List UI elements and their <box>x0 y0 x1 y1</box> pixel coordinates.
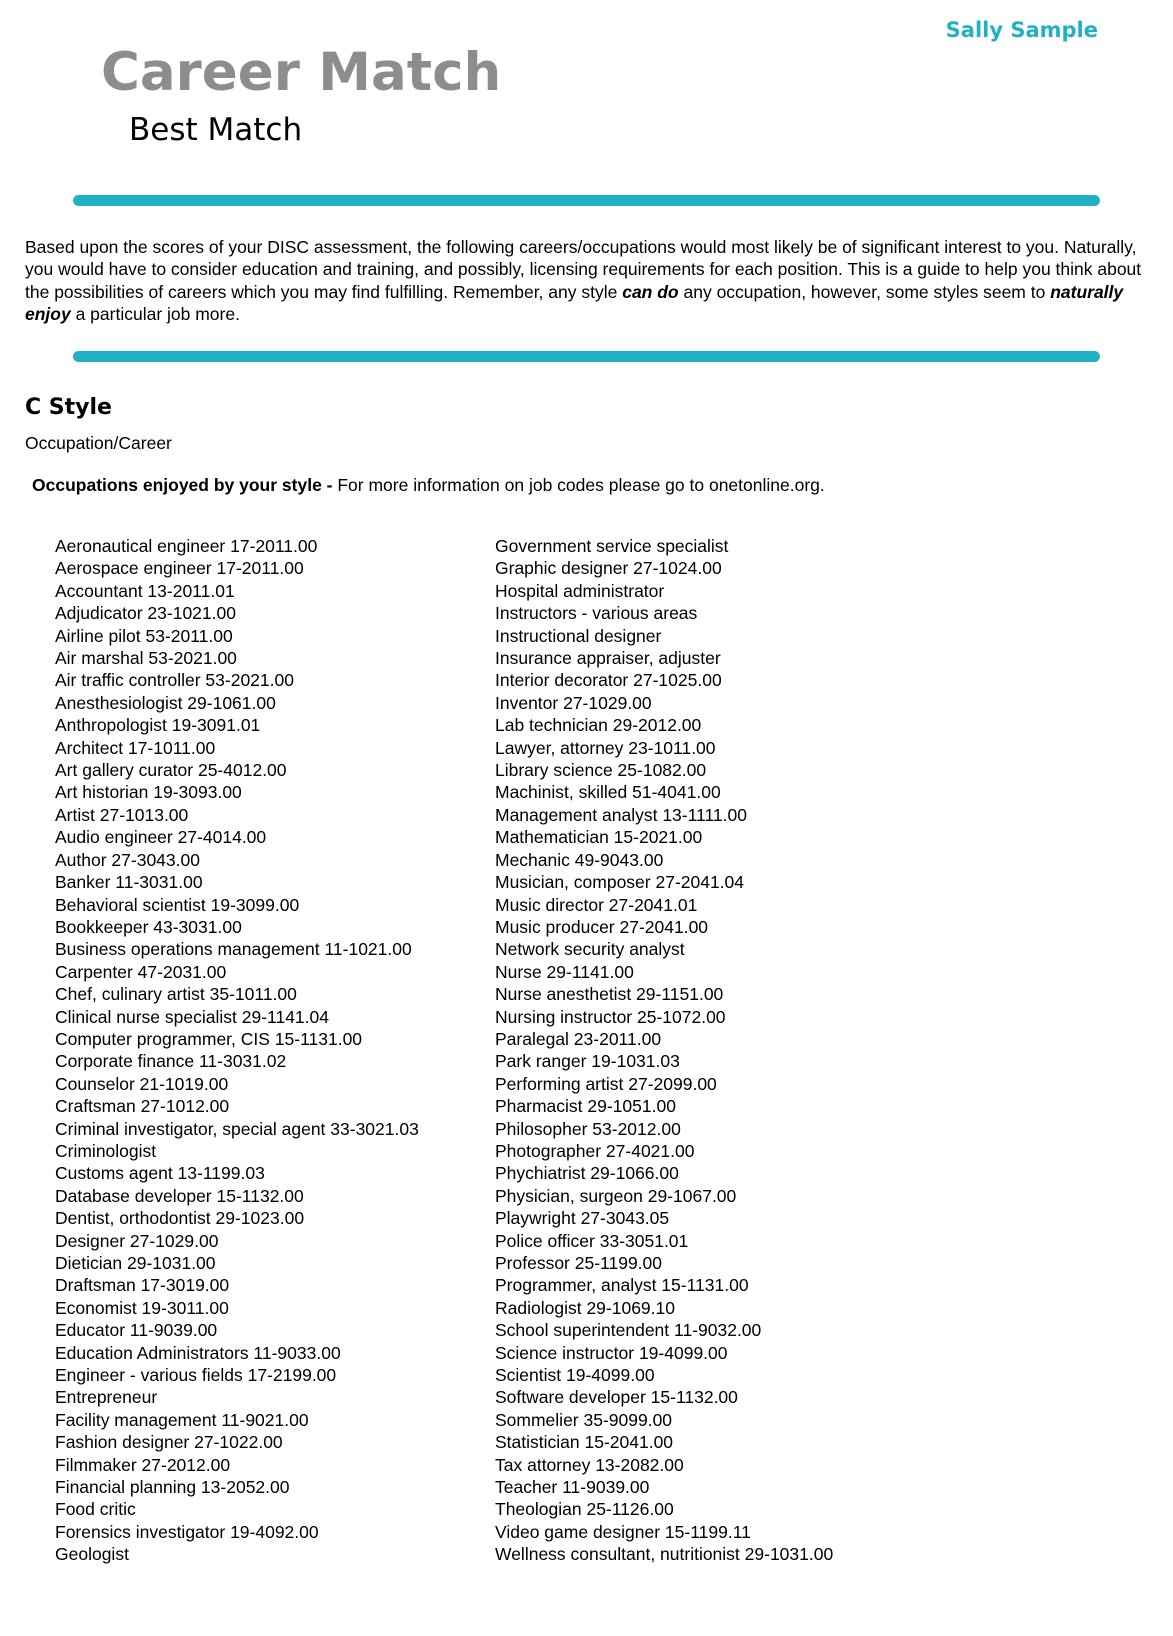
career-item: Nurse 29-1141.00 <box>495 961 634 982</box>
career-item: Filmmaker 27-2012.00 <box>55 1454 231 1475</box>
intro-emphasis-can-do: can do <box>622 281 679 302</box>
career-item: Database developer 15-1132.00 <box>55 1185 304 1206</box>
career-item: Playwright 27-3043.05 <box>495 1208 670 1229</box>
career-item: Designer 27-1029.00 <box>55 1230 219 1251</box>
career-item: Airline pilot 53-2011.00 <box>55 625 233 646</box>
career-item: Anesthesiologist 29-1061.00 <box>55 692 276 713</box>
career-item: Police officer 33-3051.01 <box>495 1230 689 1251</box>
career-item: Criminal investigator, special agent 33-3021.03 <box>55 1118 419 1139</box>
career-item: Software developer 15-1132.00 <box>495 1387 738 1408</box>
career-item: Statistician 15-2041.00 <box>495 1432 674 1453</box>
page-title: Career Match <box>101 42 502 103</box>
intro-text-2: any occupation, however, some styles seem to <box>678 281 1051 302</box>
career-item: Forensics investigator 19-4092.00 <box>55 1521 319 1542</box>
top-divider <box>73 195 1100 206</box>
career-item: Musician, composer 27-2041.04 <box>495 872 745 893</box>
intro-text-3: a particular job more. <box>70 303 240 324</box>
career-item: Clinical nurse specialist 29-1141.04 <box>55 1006 329 1027</box>
intro-text-1: Based upon the scores of your DISC assessment, the following careers/occupations would most likely be of significant interest to you. Naturally, you would have to consider education and training, and possibly, licensing requirements for each position. This is a guide to help you think about the possibilities of careers which you may find fulfilling. Remember, any style <box>25 237 1142 302</box>
career-item: Education Administrators 11-9033.00 <box>55 1342 341 1363</box>
section-subheading: Occupation/Career <box>25 433 172 453</box>
career-item: Author 27-3043.00 <box>55 849 200 870</box>
career-item: Hospital administrator <box>495 580 665 601</box>
career-item: Network security analyst <box>495 939 685 960</box>
career-item: Insurance appraiser, adjuster <box>495 648 721 669</box>
career-item: Art gallery curator 25-4012.00 <box>55 760 287 781</box>
career-item: Dietician 29-1031.00 <box>55 1253 216 1273</box>
career-item: Machinist, skilled 51-4041.00 <box>495 782 721 803</box>
career-list-left <box>55 535 419 1566</box>
career-item: Physician, surgeon 29-1067.00 <box>495 1185 737 1206</box>
career-item: Philosopher 53-2012.00 <box>495 1118 681 1139</box>
career-item: Aerospace engineer 17-2011.00 <box>55 558 304 579</box>
career-item: Art historian 19-3093.00 <box>55 782 242 803</box>
career-item: Library science 25-1082.00 <box>495 760 707 781</box>
career-item: Accountant 13-2011.01 <box>55 580 235 601</box>
career-item: Science instructor 19-4099.00 <box>495 1342 728 1363</box>
career-item: Educator 11-9039.00 <box>55 1320 218 1341</box>
career-item: Lab technician 29-2012.00 <box>495 715 702 736</box>
career-item: Bookkeeper 43-3031.00 <box>55 916 242 937</box>
career-item: Photographer 27-4021.00 <box>495 1140 695 1161</box>
career-item: Dentist, orthodontist 29-1023.00 <box>55 1208 305 1229</box>
career-item: Instructors - various areas <box>495 603 698 624</box>
career-item: Radiologist 29-1069.10 <box>495 1297 675 1318</box>
career-item: Theologian 25-1126.00 <box>495 1499 674 1520</box>
career-item: Pharmacist 29-1051.00 <box>495 1096 676 1117</box>
career-item: Nurse anesthetist 29-1151.00 <box>495 984 724 1005</box>
career-item: Entrepreneur <box>55 1387 158 1408</box>
career-item: Financial planning 13-2052.00 <box>55 1477 290 1498</box>
career-item: Architect 17-1011.00 <box>55 737 216 758</box>
career-item: Tax attorney 13-2082.00 <box>495 1454 684 1475</box>
career-item: Teacher 11-9039.00 <box>495 1477 650 1498</box>
career-item: Economist 19-3011.00 <box>55 1297 229 1318</box>
career-item: Music director 27-2041.01 <box>495 894 698 915</box>
career-item: Computer programmer, CIS 15-1131.00 <box>55 1028 363 1049</box>
career-item: Customs agent 13-1199.03 <box>55 1163 265 1184</box>
career-item: Air marshal 53-2021.00 <box>55 648 237 669</box>
career-item: Draftsman 17-3019.00 <box>55 1275 230 1296</box>
career-item: Counselor 21-1019.00 <box>55 1073 229 1094</box>
occupations-note-text: For more information on job codes please go to onetonline.org. <box>332 475 825 495</box>
intro-paragraph <box>25 236 1153 325</box>
career-item: Interior decorator 27-1025.00 <box>495 670 722 691</box>
career-item: Adjudicator 23-1021.00 <box>55 603 236 624</box>
career-list-right <box>495 535 833 1566</box>
career-item: Government service specialist <box>495 536 729 556</box>
career-item: Criminologist <box>55 1140 157 1161</box>
career-item: Inventor 27-1029.00 <box>495 692 652 713</box>
intro-emphasis-naturally-enjoy: naturally enjoy <box>25 281 1124 324</box>
career-item: Geologist <box>55 1544 129 1565</box>
career-item: Behavioral scientist 19-3099.00 <box>55 894 300 915</box>
career-item: Park ranger 19-1031.03 <box>495 1051 680 1072</box>
career-item: Programmer, analyst 15-1131.00 <box>495 1275 749 1296</box>
career-item: Nursing instructor 25-1072.00 <box>495 1006 726 1027</box>
career-item: Food critic <box>55 1499 136 1520</box>
career-item: Business operations management 11-1021.00 <box>55 939 412 960</box>
career-item: Sommelier 35-9099.00 <box>495 1409 673 1430</box>
career-item: Instructional designer <box>495 625 662 646</box>
career-item: Scientist 19-4099.00 <box>495 1365 655 1386</box>
career-item: Engineer - various fields 17-2199.00 <box>55 1365 337 1386</box>
occupations-note-label: Occupations enjoyed by your style - <box>32 475 333 495</box>
bottom-divider <box>73 351 1100 362</box>
career-item: Artist 27-1013.00 <box>55 804 189 825</box>
career-item: Chef, culinary artist 35-1011.00 <box>55 984 297 1005</box>
career-item: Music producer 27-2041.00 <box>495 916 709 937</box>
career-item: Professor 25-1199.00 <box>495 1253 663 1273</box>
career-item: Performing artist 27-2099.00 <box>495 1073 717 1094</box>
career-item: Fashion designer 27-1022.00 <box>55 1432 283 1453</box>
occupations-note <box>32 477 825 495</box>
career-item: Anthropologist 19-3091.01 <box>55 715 261 736</box>
career-item: Carpenter 47-2031.00 <box>55 961 227 982</box>
career-item: Audio engineer 27-4014.00 <box>55 827 267 848</box>
career-item: Air traffic controller 53-2021.00 <box>55 670 294 691</box>
career-item: Paralegal 23-2011.00 <box>495 1028 662 1049</box>
career-item: Wellness consultant, nutritionist 29-1031.00 <box>495 1544 834 1565</box>
career-item: Facility management 11-9021.00 <box>55 1409 309 1430</box>
section-heading: C Style <box>25 395 112 420</box>
career-item: Mathematician 15-2021.00 <box>495 827 703 848</box>
career-item: Management analyst 13-1111.00 <box>495 804 747 825</box>
career-item: Craftsman 27-1012.00 <box>55 1096 230 1117</box>
career-item: Banker 11-3031.00 <box>55 872 203 893</box>
career-item: Graphic designer 27-1024.00 <box>495 558 722 579</box>
career-item: Video game designer 15-1199.11 <box>495 1521 751 1542</box>
career-item: Phychiatrist 29-1066.00 <box>495 1163 679 1184</box>
user-name: Sally Sample <box>945 18 1098 42</box>
career-item: Mechanic 49-9043.00 <box>495 849 664 870</box>
career-item: Corporate finance 11-3031.02 <box>55 1051 287 1072</box>
page-subtitle: Best Match <box>129 112 303 148</box>
career-item: Aeronautical engineer 17-2011.00 <box>55 536 318 556</box>
career-item: Lawyer, attorney 23-1011.00 <box>495 737 716 758</box>
career-item: School superintendent 11-9032.00 <box>495 1320 762 1341</box>
